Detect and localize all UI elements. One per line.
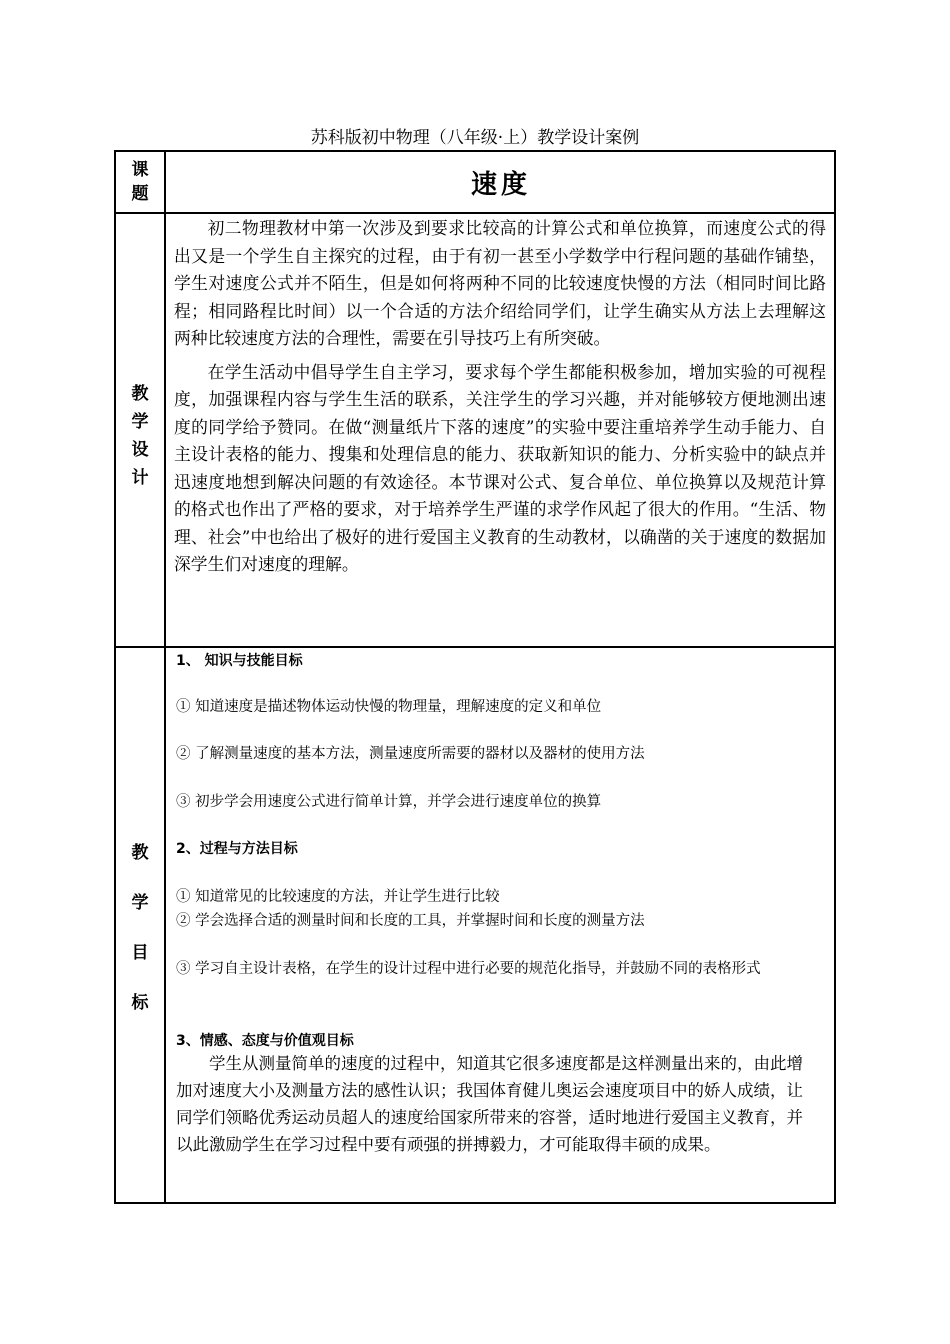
goals-label-cell <box>116 648 166 1202</box>
design-content-cell <box>168 214 834 646</box>
goals-content-cell <box>168 648 834 1202</box>
goal-process-1: ① 知道常见的比较速度的方法，并让学生进行比较 <box>176 889 500 905</box>
goals-label-char-2: 学 <box>131 893 149 913</box>
design-text <box>174 215 826 585</box>
topic-content-cell <box>168 152 834 212</box>
goals-heading-knowledge: 1、 知识与技能目标 <box>176 653 303 669</box>
design-paragraph-1: 初二物理教材中第一次涉及到要求比较高的计算公式和单位换算，而速度公式的得出又是一个学生自主探究的过程，由于有初一甚至小学数学中行程问题的基础作铺垫，学生对速度公式并不陌生，但是如何将两种不同的比较速度快慢的方法（相同时间比路程；相同路程比时间）以一个合适的方法介绍给同学们，让学生确实从方法上去理解这两种比较速度方法的合理性，需要在引导技巧上有所突破。 <box>174 218 826 348</box>
design-label: 教 学 设 计 <box>131 384 149 488</box>
goal-process-3-text: ③ 学习自主设计表格，在学生的设计过程中进行必要的规范化指导，并鼓励不同的表格形式 <box>176 961 761 977</box>
goals-heading-process: 2、过程与方法目标 <box>176 841 298 857</box>
goal-emotion-text: 学生从测量简单的速度的过程中，知道其它很多速度都是这样测量出来的，由此增加对速度大小及测量方法的感性认识；我国体育健儿奥运会速度项目中的娇人成绩，让同学们领略优秀运动员超人的速度给国家所带来的容誉，适时地进行爱国主义教育，并以此激励学生在学习过程中要有顽强的拼搏毅力，才可能取得丰硕的成果。 <box>176 1054 803 1154</box>
goals-heading-emotion: 3、情感、态度与价值观目标 <box>176 1033 354 1049</box>
document-title: 苏科版初中物理（八年级·上）教学设计案例 <box>310 128 640 148</box>
design-label-cell <box>116 214 166 646</box>
goals-label-char-1: 教 <box>131 843 149 863</box>
goals-row <box>116 648 834 1202</box>
design-paragraph-2: 在学生活动中倡导学生自主学习，要求每个学生都能积极参加，增加实验的可视程度，加强课程内容与学生生活的联系，关注学生的学习兴趣，并对能够较方便地测出速度的同学给予赞同。在做“测量纸片下落的速度”的实验中要注重培养学生动手能力、自主设计表格的能力、搜集和处理信息的能力、获取新知识的能力、分析实验中的缺点并迅速度地想到解决问题的有效途径。本节课对公式、复合单位、单位换算以及规范计算的格式也作出了严格的要求，对于培养学生严谨的求学作风起了很大的作用。“生活、物理、社会”中也给出了极好的进行爱国主义教育的生动教材，以确凿的关于速度的数据加深学生们对速度的理解。 <box>174 361 826 574</box>
design-row <box>116 214 834 648</box>
goal-knowledge-2: ② 了解测量速度的基本方法，测量速度所需要的器材以及器材的使用方法 <box>176 746 645 762</box>
goals-label-char-4: 标 <box>131 993 149 1013</box>
goal-process-3 <box>176 958 824 980</box>
topic-label-cell <box>116 152 166 212</box>
lesson-plan-table <box>114 150 836 1204</box>
topic-label: 课 题 <box>131 160 149 204</box>
goal-knowledge-1: ① 知道速度是描述物体运动快慢的物理量，理解速度的定义和单位 <box>176 699 602 715</box>
goal-process-2: ② 学会选择合适的测量时间和长度的工具，并掌握时间和长度的测量方法 <box>176 913 645 929</box>
topic-row <box>116 152 834 214</box>
topic-title: 速度 <box>470 170 531 200</box>
goals-label-char-3: 目 <box>131 943 149 963</box>
goal-knowledge-3: ③ 初步学会用速度公式进行简单计算，并学会进行速度单位的换算 <box>176 794 602 810</box>
